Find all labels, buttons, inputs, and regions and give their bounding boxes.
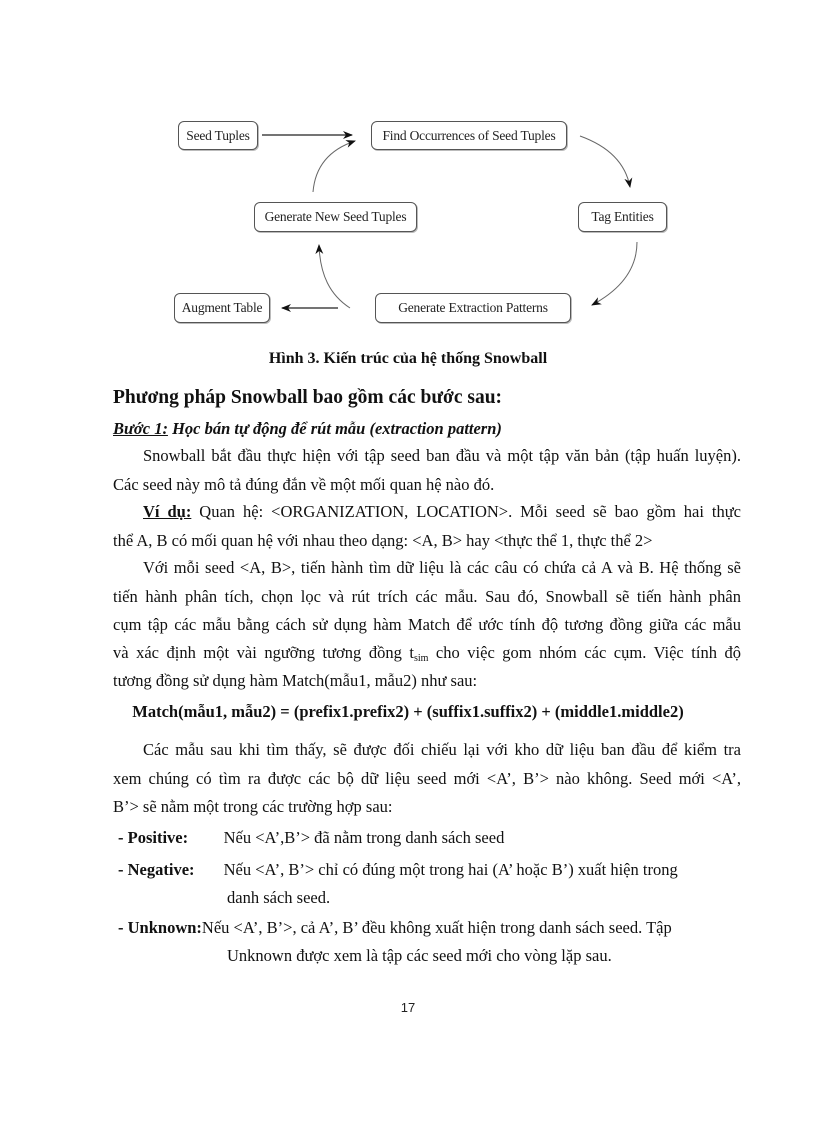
bullet-positive [118, 828, 504, 848]
bullet-dash: - [118, 860, 124, 879]
bullet-text: Nếu <A’,B’> đã nằm trong danh sách seed [223, 828, 505, 847]
paragraph-line: Các mẫu sau khi tìm thấy, sẽ được đối chiếu lại với kho dữ liệu ban đầu để kiểm tra [143, 740, 741, 759]
match-formula: Match(mẫu1, mẫu2) = (prefix1.prefix2) + (suffix1.suffix2) + (middle1.middle2) [132, 702, 684, 721]
paragraph-line: Các seed này mô tả đúng đắn về một mối quan hệ nào đó. [113, 475, 495, 494]
bullet-continuation: Unknown được xem là tập các seed mới cho vòng lặp sau. [227, 946, 612, 965]
node-tag-entities [578, 202, 667, 232]
snowball-architecture-diagram [160, 100, 700, 340]
paragraph-line [113, 643, 741, 669]
page-number: 17 [400, 1000, 416, 1015]
bullet-dash: - [118, 918, 124, 937]
figure-caption: Hình 3. Kiến trúc của hệ thống Snowball [268, 350, 548, 367]
node-label: Seed Tuples [186, 127, 250, 143]
bullet-label: Unknown: [127, 918, 202, 937]
step-label: Bước 1: [113, 419, 168, 438]
node-augment-table [174, 293, 270, 323]
paragraph-line: xem chúng có tìm ra được các bộ dữ liệu seed mới <A’, B’> nào không. Seed mới <A’, [113, 769, 741, 788]
paragraph-line: Với mỗi seed <A, B>, tiến hành tìm dữ liệu là các câu có chứa cả A và B. Hệ thống sẽ [143, 558, 741, 577]
bullet-label: Positive: [127, 828, 189, 847]
bullet-text: Nếu <A’, B’>, cả A’, B’ đều không xuất hiện trong danh sách seed. Tập [201, 918, 672, 937]
bullet-negative [118, 860, 741, 880]
text: Quan hệ: <ORGANIZATION, LOCATION>. Mỗi seed sẽ bao gồm hai thực [191, 502, 741, 521]
step-title: Học bán tự động để rút mẫu (extraction pattern) [167, 419, 502, 438]
node-label: Generate Extraction Patterns [398, 300, 548, 315]
node-label: Tag Entities [591, 209, 654, 224]
bullet-text: Nếu <A’, B’> chỉ có đúng một trong hai (A’ hoặc B’) xuất hiện trong [223, 860, 678, 879]
node-label: Augment Table [181, 300, 263, 315]
text: cho việc gom nhóm các cụm. Việc tính độ [428, 643, 741, 662]
node-label: Find Occurrences of Seed Tuples [382, 127, 556, 143]
node-find-occurrences [371, 121, 567, 150]
subscript: sim [413, 653, 429, 664]
paragraph-line: B’> sẽ nằm một trong các trường hợp sau: [113, 797, 393, 816]
paragraph-line [143, 502, 741, 522]
node-generate-extraction-patterns [375, 293, 571, 323]
text: và xác định một vài ngưỡng tương đồng t [113, 643, 414, 662]
bullet-unknown [118, 918, 672, 938]
step-1-heading [113, 419, 502, 439]
node-generate-new-seed-tuples [254, 202, 417, 232]
example-label: Ví dụ: [143, 502, 192, 521]
paragraph-line: cụm tập các mẫu bằng cách sử dụng hàm Match để ước tính độ tương đồng giữa các mẫu [113, 615, 741, 634]
paragraph-line: tiến hành phân tích, chọn lọc và rút trích các mẫu. Sau đó, Snowball sẽ tiến hành phân [113, 587, 741, 606]
paragraph-line: Snowball bắt đầu thực hiện với tập seed ban đầu và một tập văn bản (tập huấn luyện). [143, 446, 741, 465]
section-heading: Phương pháp Snowball bao gồm các bước sau: [113, 387, 503, 408]
bullet-label: Negative: [127, 860, 195, 879]
bullet-dash: - [118, 828, 124, 847]
paragraph-line: tương đồng sử dụng hàm Match(mẫu1, mẫu2) như sau: [113, 671, 478, 690]
paragraph-line: thể A, B có mối quan hệ với nhau theo dạng: <A, B> hay <thực thể 1, thực thể 2> [113, 531, 653, 550]
bullet-continuation: danh sách seed. [227, 888, 331, 907]
node-seed-tuples [178, 121, 258, 150]
node-label: Generate New Seed Tuples [264, 209, 407, 224]
